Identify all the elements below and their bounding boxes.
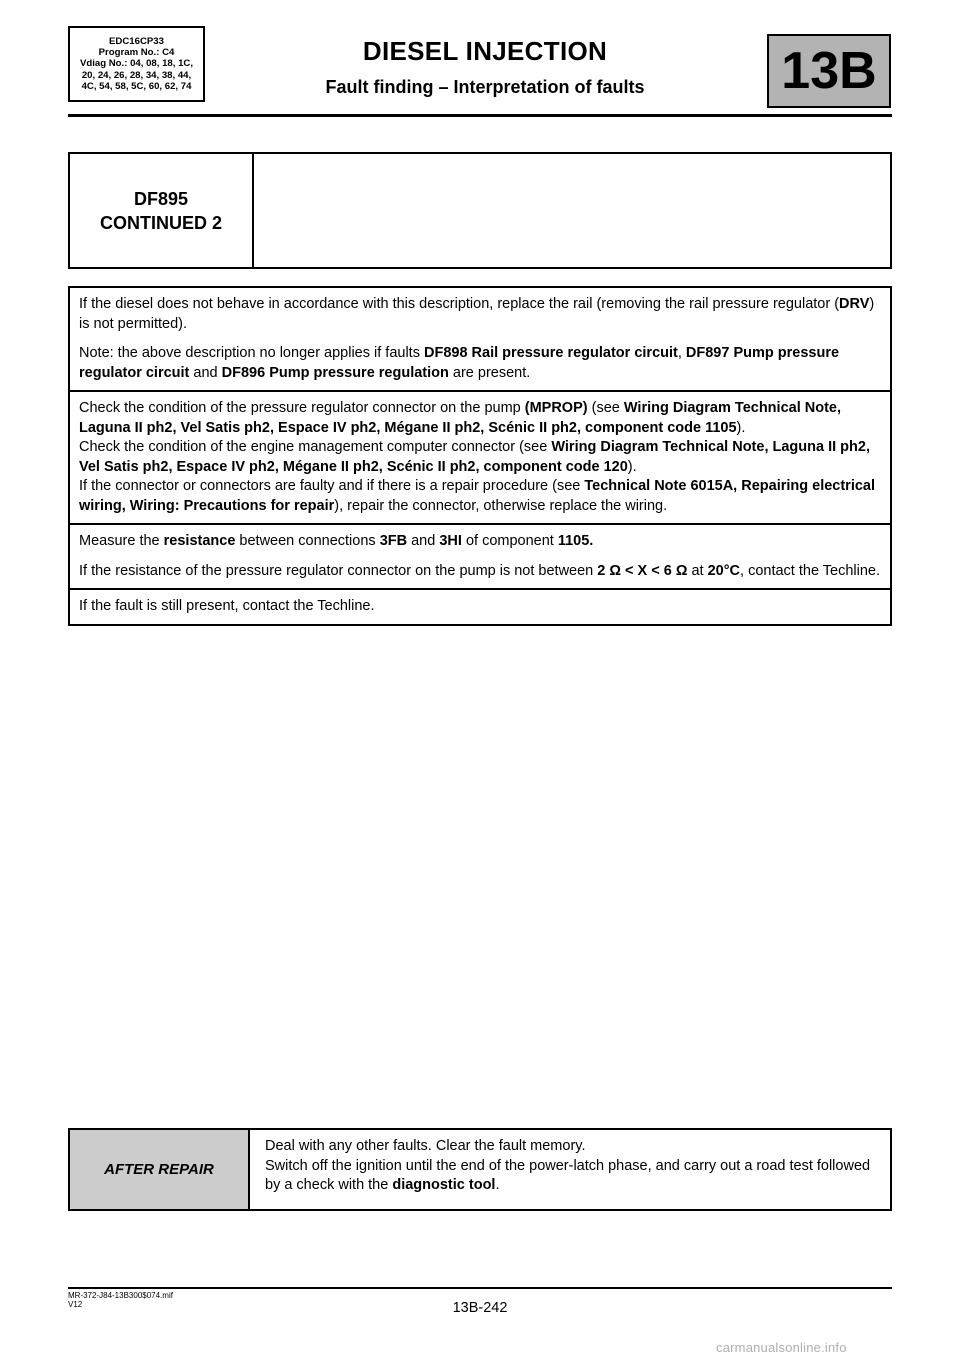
- step3-paragraph-2: If the resistance of the pressure regulator connector on the pump is not between 2 Ω < X < 6 Ω at 20°C, contact the Techline.: [79, 562, 881, 579]
- step-row: [69, 524, 891, 589]
- step1-paragraph-2: Note: the above description no longer applies if faults DF898 Rail pressure regulator circuit, DF897 Pump pressure regulator circuit and DF896 Pump pressure regulation are present.: [79, 345, 840, 381]
- step2-line-2: Check the condition of the engine management computer connector (see Wiring Diagram Technical Note, Laguna II ph2, Vel Satis ph2, Espace IV ph2, Mégane II ph2, Scénic II ph2, component code 120).: [79, 439, 870, 475]
- step-row: [69, 589, 891, 625]
- page-subtitle: Fault finding – Interpretation of faults: [325, 77, 645, 97]
- doc-ref: MR-372-J84-13B300$074.mif: [68, 1291, 173, 1300]
- fault-description-cell: [253, 153, 891, 268]
- step-row: [69, 287, 891, 391]
- after-repair-line-1: Deal with any other faults. Clear the fault memory.: [265, 1138, 586, 1154]
- ecu-line: Vdiag No.: 04, 08, 18, 1C,: [79, 58, 194, 70]
- step2-line-3: If the connector or connectors are faulty and if there is a repair procedure (see Technical Note 6015A, Repairing electrical wiring, Wiring: Precautions for repair), repair the connector, otherwise replace the wiring.: [79, 478, 876, 514]
- after-repair-table: [68, 1128, 892, 1211]
- step-cell-4: [69, 589, 891, 625]
- fault-continued: CONTINUED 2: [99, 212, 222, 233]
- ecu-line: 4C, 54, 58, 5C, 60, 62, 74: [81, 80, 192, 92]
- ecu-info-box: [68, 26, 205, 102]
- footer-doc-ref: [68, 1291, 173, 1309]
- fault-code: DF895: [133, 188, 189, 209]
- step-cell-3: [69, 524, 891, 589]
- doc-version: V12: [68, 1300, 83, 1309]
- after-repair-line-2: Switch off the ignition until the end of the power-latch phase, and carry out a road test followed by a check with the diagnostic tool.: [265, 1157, 871, 1193]
- after-repair-content: [249, 1129, 891, 1210]
- section-code-badge: 13B: [767, 34, 891, 108]
- fault-header-table: [68, 152, 892, 269]
- step3-paragraph-1: Measure the resistance between connections 3FB and 3HI of component 1105.: [79, 533, 594, 549]
- step2-line-1: Check the condition of the pressure regulator connector on the pump (MPROP) (see Wiring Diagram Technical Note, Laguna II ph2, Vel Satis ph2, Espace IV ph2, Mégane II ph2, Scénic II ph2, component code 1105).: [79, 400, 841, 436]
- page-number: 13B-242: [452, 1300, 508, 1316]
- step1-paragraph-1: If the diesel does not behave in accordance with this description, replace the rail (removing the rail pressure regulator (DRV) is not permitted).: [79, 296, 875, 332]
- step4-text: If the fault is still present, contact the Techline.: [79, 598, 375, 614]
- ecu-line: Program No.: C4: [98, 47, 175, 59]
- after-repair-label: AFTER REPAIR: [69, 1129, 249, 1210]
- ecu-line: EDC16CP33: [109, 35, 164, 47]
- fault-code-cell: [69, 153, 253, 268]
- step-cell-1: [69, 287, 891, 391]
- step-cell-2: [69, 391, 891, 524]
- diagnostic-steps-table: [68, 286, 892, 626]
- ecu-line: 20, 24, 26, 28, 34, 38, 44,: [81, 69, 192, 81]
- watermark: carmanualsonline.info: [716, 1340, 847, 1355]
- page-title: DIESEL INJECTION: [362, 36, 608, 66]
- step-row: [69, 391, 891, 524]
- header-divider: [68, 114, 892, 117]
- footer-divider: [68, 1287, 892, 1289]
